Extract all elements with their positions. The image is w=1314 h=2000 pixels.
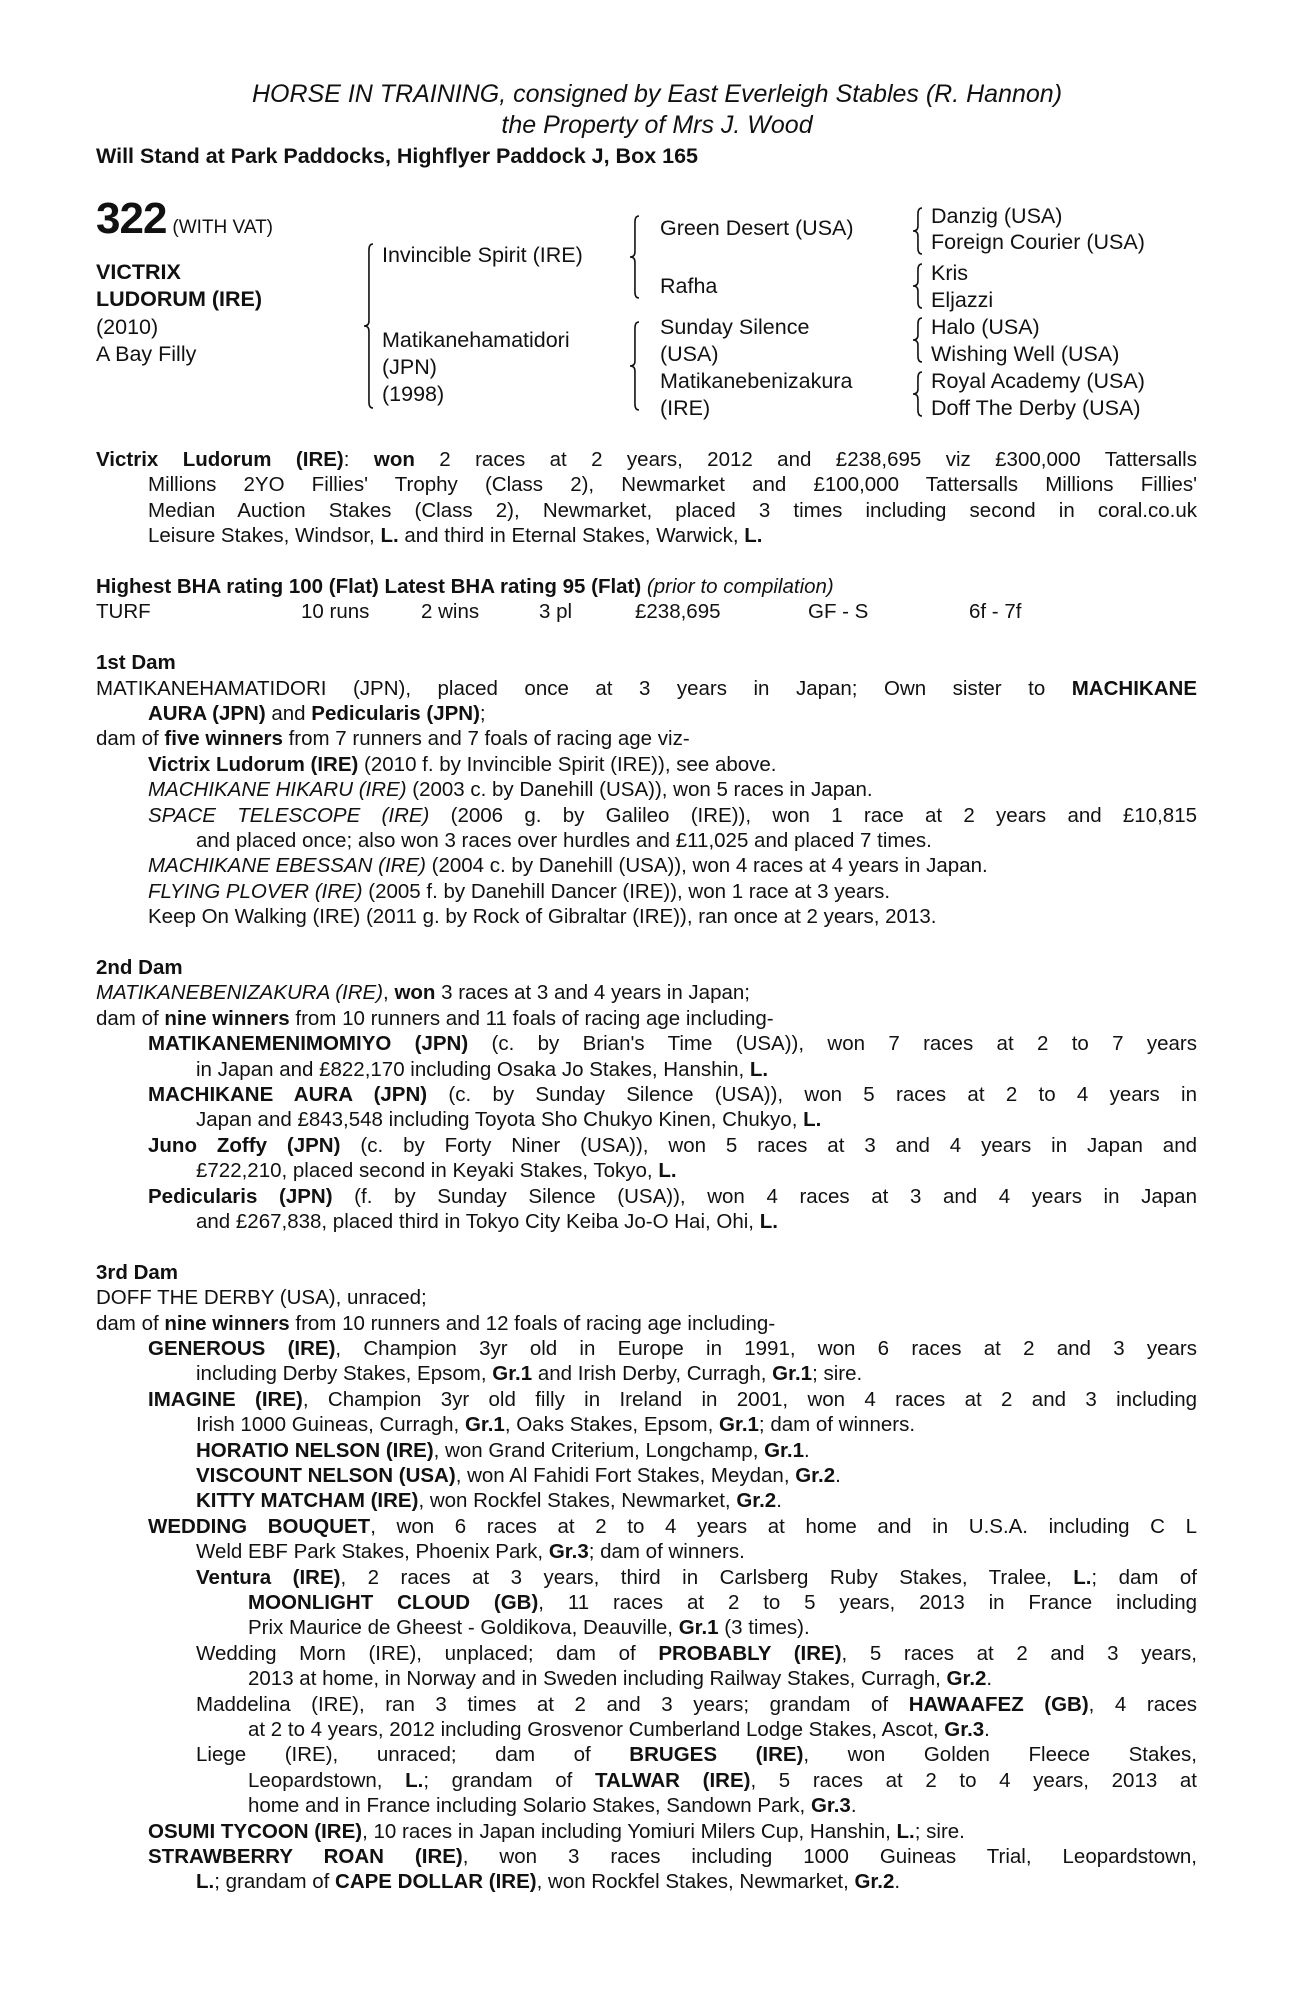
text-run: ; <box>479 702 486 725</box>
brace-sire-line <box>630 216 639 298</box>
text-run: , 10 races in Japan including Yomiuri Milers Cup, Hanshin, <box>362 1819 897 1843</box>
paragraph-line <box>196 1565 1197 1590</box>
text-run: ; sire. <box>812 1362 863 1386</box>
text-run: L. <box>196 1870 215 1894</box>
text-run: (c. by Forty Niner (USA)), won 5 races at 3 and 4 years in Japan and <box>340 1133 1197 1157</box>
dam-sire-line2: (USA) <box>660 342 719 366</box>
paragraph-line <box>196 1057 1197 1082</box>
paragraph-line <box>196 1209 1197 1234</box>
text-run: , 11 races at 2 to 5 years, 2013 in France including <box>538 1591 1197 1614</box>
text-run: including Derby Stakes, Epsom, <box>196 1362 493 1386</box>
paragraph-line <box>248 1615 1197 1640</box>
text-run: L. <box>759 1210 778 1233</box>
text-run: MACHIKANE EBESSAN (IRE) <box>148 854 426 878</box>
text-run: Gr.2 <box>736 1489 777 1513</box>
text-run: (2005 f. by Danehill Dancer (IRE)), won 1 race at 3 years. <box>362 879 891 903</box>
paragraph-line <box>96 726 1197 751</box>
sire: Invincible Spirit (IRE) <box>382 243 583 267</box>
text-run: MACHIKANE HIKARU (IRE) <box>148 778 407 802</box>
paragraph-line <box>96 1285 1197 1310</box>
text-run: ; dam of <box>1091 1565 1198 1589</box>
text-run: Victrix Ludorum (IRE) <box>96 448 344 471</box>
paragraph-line <box>96 447 1197 472</box>
paragraph-line <box>248 1590 1197 1615</box>
text-run: MATIKANEMENIMOMIYO (JPN) <box>148 1032 469 1056</box>
text-run: 3 races at 3 and 4 years in Japan; <box>435 981 750 1005</box>
turf-record-cell: 3 pl <box>539 600 573 624</box>
text-run: won <box>373 448 415 471</box>
text-run: Maddelina (IRE), ran 3 times at 2 and 3 years; grandam of <box>196 1692 909 1716</box>
text-run: HORATIO NELSON (IRE) <box>196 1438 434 1462</box>
text-run: , won 6 races at 2 to 4 years at home and in U.S.A. including C L <box>370 1514 1197 1538</box>
paragraph-line <box>196 1107 1197 1132</box>
text-run: Juno Zoffy (JPN) <box>148 1133 341 1157</box>
text-run: Millions 2YO Fillies' Trophy (Class 2), Newmarket and £100,000 Tattersalls Millions Fillies' <box>148 473 1197 497</box>
text-run: BRUGES (IRE) <box>629 1743 804 1767</box>
text-run: from 10 runners and 11 foals of racing age including- <box>289 1006 774 1030</box>
paragraph-line <box>96 676 1197 701</box>
text-run: Victrix Ludorum (IRE) <box>148 752 359 776</box>
text-run: ; sire. <box>914 1819 965 1843</box>
horse-description: A Bay Filly <box>96 342 197 366</box>
text-run: (c. by Brian's Time (USA)), won 7 races at 2 to 7 years <box>468 1032 1197 1056</box>
brace-ggp <box>913 318 922 362</box>
text-run: , 2 races at 3 years, third in Carlsberg Ruby Stakes, Tralee, <box>340 1565 1074 1589</box>
text-run: won <box>394 981 436 1005</box>
text-run: Pedicularis (JPN) <box>148 1184 333 1208</box>
text-run: Ventura (IRE) <box>196 1565 341 1589</box>
paragraph-line <box>148 904 1197 929</box>
text-run: , won Grand Criterium, Longchamp, <box>433 1438 765 1462</box>
text-run: CAPE DOLLAR (IRE) <box>335 1870 537 1894</box>
turf-record-cell: 6f - 7f <box>969 600 1022 624</box>
text-run: , won Rockfel Stakes, Newmarket, <box>418 1489 737 1513</box>
sire-sire: Green Desert (USA) <box>660 216 854 240</box>
text-run: . <box>850 1794 857 1818</box>
text-run: , Champion 3yr old filly in Ireland in 2001, won 4 races at 2 and 3 including <box>302 1387 1198 1411</box>
text-run: , Champion 3yr old in Europe in 1991, won 6 races at 2 and 3 years <box>335 1337 1197 1360</box>
text-run: dam of <box>96 1006 165 1030</box>
paragraph-line <box>248 1793 1197 1818</box>
paragraph-line <box>196 1488 1197 1513</box>
text-run: Gr.1 <box>764 1438 804 1462</box>
text-run: dam of <box>96 1311 165 1335</box>
dam-dam-line2: (IRE) <box>660 396 711 420</box>
text-run: ; grandam of <box>423 1768 595 1792</box>
foaling-year: (2010) <box>96 315 159 339</box>
dam-heading: 2nd Dam <box>96 956 183 979</box>
paragraph-line <box>196 1158 1197 1183</box>
text-run: Gr.2 <box>854 1870 895 1894</box>
text-run: and third in Eternal Stakes, Warwick, <box>398 524 745 548</box>
text-run: . <box>894 1870 901 1894</box>
text-run: Weld EBF Park Stakes, Phoenix Park, <box>196 1540 549 1564</box>
brace-ggp <box>913 372 922 416</box>
text-run: Japan and £843,548 including Toyota Sho Chukyo Kinen, Chukyo, <box>196 1108 804 1132</box>
text-run: MACHIKANE AURA (JPN) <box>148 1083 428 1106</box>
text-run: . <box>835 1464 841 1487</box>
text-run: (2006 g. by Galileo (IRE)), won 1 race at 2 years and £10,815 <box>429 803 1198 827</box>
paragraph-line <box>148 1133 1197 1158</box>
text-run: , Oaks Stakes, Epsom, <box>504 1413 720 1437</box>
vat-label: (WITH VAT) <box>172 217 274 238</box>
turf-record-cell: GF - S <box>808 600 869 624</box>
paragraph-line <box>148 1184 1197 1209</box>
turf-record-cell: TURF <box>96 600 151 624</box>
text-run: Median Auction Stakes (Class 2), Newmarket, placed 3 times including second in coral.co.uk <box>148 498 1197 522</box>
text-run: L. <box>658 1159 677 1183</box>
text-run: , 5 races at 2 and 3 years, <box>841 1641 1197 1665</box>
paragraph-line <box>96 1311 1197 1336</box>
paragraph-line <box>148 1844 1197 1869</box>
text-run: MATIKANEBENIZAKURA (IRE) <box>96 981 384 1005</box>
text-run: Gr.3 <box>944 1718 985 1741</box>
text-run: . <box>803 1438 810 1462</box>
text-run: . <box>986 1667 993 1691</box>
turf-record-cell: 2 wins <box>421 600 480 624</box>
turf-record-cell: 10 runs <box>301 600 370 624</box>
text-run: and Irish Derby, Curragh, <box>532 1362 773 1386</box>
text-run: Gr.1 <box>492 1362 533 1386</box>
text-run: (f. by Sunday Silence (USA)), won 4 races at 3 and 4 years in Japan <box>332 1184 1197 1208</box>
text-run: Gr.1 <box>719 1413 759 1437</box>
text-run: Gr.1 <box>464 1413 505 1437</box>
paragraph-line <box>248 1717 1197 1742</box>
text-run: from 10 runners and 12 foals of racing age including- <box>289 1311 776 1335</box>
text-run: , won Al Fahidi Fort Stakes, Meydan, <box>455 1464 796 1487</box>
brace-ggp <box>913 264 922 308</box>
text-run: L. <box>803 1108 822 1132</box>
dam-line2: (JPN) <box>382 355 437 379</box>
turf-record-cell: £238,695 <box>635 600 721 624</box>
dam-line1: Matikanehamatidori <box>382 328 570 352</box>
text-run: Gr.1 <box>678 1616 719 1640</box>
text-run: nine winners <box>164 1311 290 1335</box>
paragraph-line <box>148 1336 1197 1361</box>
text-run: ; grandam of <box>214 1870 336 1894</box>
dam-heading: 3rd Dam <box>96 1260 179 1284</box>
text-run: home and in France including Solario Stakes, Sandown Park, <box>248 1794 811 1818</box>
brace-sire-dam <box>364 244 373 408</box>
stand-location: Will Stand at Park Paddocks, Highflyer Paddock J, Box 165 <box>96 144 698 168</box>
paragraph-line <box>148 701 1197 726</box>
paragraph-line <box>148 1819 1197 1844</box>
great-grandparent: Danzig (USA) <box>931 204 1063 228</box>
sire-dam: Rafha <box>660 274 718 298</box>
text-run: FLYING PLOVER (IRE) <box>148 879 363 903</box>
lot-number: 322 <box>96 194 167 243</box>
text-run: AURA (JPN) <box>148 702 266 725</box>
text-run: (2004 c. by Danehill (USA)), won 4 races at 4 years in Japan. <box>425 854 988 878</box>
paragraph-line <box>148 1031 1197 1056</box>
text-run: Pedicularis (JPN) <box>311 702 480 725</box>
text-run: Gr.2 <box>946 1667 987 1691</box>
paragraph-line <box>196 1412 1197 1437</box>
text-run: IMAGINE (IRE) <box>148 1387 303 1411</box>
paragraph-line <box>96 1006 1197 1031</box>
paragraph-line <box>248 1666 1197 1691</box>
paragraph-line <box>196 1641 1197 1666</box>
text-run: and <box>265 702 312 725</box>
text-run: L. <box>744 524 763 548</box>
text-run: TALWAR (IRE) <box>594 1768 751 1792</box>
text-run: Leisure Stakes, Windsor, <box>148 524 381 548</box>
text-run: Gr.3 <box>548 1540 589 1564</box>
text-run: Keep On Walking (IRE) (2011 g. by Rock of Gibraltar (IRE)), ran once at 2 years, 2013. <box>148 905 937 929</box>
text-run: . <box>984 1718 990 1741</box>
paragraph-line <box>148 803 1197 828</box>
great-grandparent: Wishing Well (USA) <box>931 342 1120 366</box>
paragraph-line <box>196 1742 1197 1767</box>
dam-dam-line1: Matikanebenizakura <box>660 369 853 393</box>
text-run: (3 times). <box>718 1616 810 1640</box>
text-run: MACHIKANE <box>1071 676 1197 700</box>
text-run: dam of <box>96 727 165 751</box>
text-run: Gr.3 <box>810 1794 851 1818</box>
text-run: GENEROUS (IRE) <box>148 1337 336 1360</box>
great-grandparent: Doff The Derby (USA) <box>931 396 1141 420</box>
text-run: (2010 f. by Invincible Spirit (IRE)), see above. <box>358 752 777 776</box>
text-run: and placed once; also won 3 races over hurdles and £11,025 and placed 7 times. <box>196 829 932 852</box>
text-run: (2003 c. by Danehill (USA)), won 5 races in Japan. <box>406 778 873 802</box>
text-run: PROBABLY (IRE) <box>658 1641 842 1665</box>
text-run: L. <box>380 524 399 548</box>
text-run: VISCOUNT NELSON (USA) <box>196 1464 456 1487</box>
paragraph-line <box>196 1438 1197 1463</box>
text-run: , 5 races at 2 to 4 years, 2013 at <box>750 1768 1197 1792</box>
paragraph-line <box>196 1463 1197 1488</box>
paragraph-line <box>148 879 1197 904</box>
paragraph-line <box>196 828 1197 853</box>
dam-heading: 1st Dam <box>96 651 176 675</box>
paragraph-line <box>148 777 1197 802</box>
paragraph-line <box>196 1361 1197 1386</box>
text-run: Irish 1000 Guineas, Curragh, <box>196 1413 465 1437</box>
text-run: , won 3 races including 1000 Guineas Trial, Leopardstown, <box>462 1845 1197 1868</box>
text-run: L. <box>749 1057 769 1081</box>
text-run: L. <box>405 1768 424 1792</box>
text-run: Prix Maurice de Gheest - Goldikova, Deauville, <box>248 1616 679 1640</box>
paragraph-line <box>96 980 1197 1005</box>
great-grandparent: Foreign Courier (USA) <box>931 230 1145 254</box>
catalogue-title: HORSE IN TRAINING, consigned by East Everleigh Stables (R. Hannon) <box>251 80 1063 108</box>
dam-sire-line1: Sunday Silence <box>660 315 810 339</box>
text-run: , won Rockfel Stakes, Newmarket, <box>536 1870 855 1894</box>
text-run: STRAWBERRY ROAN (IRE) <box>148 1845 463 1868</box>
great-grandparent: Royal Academy (USA) <box>931 369 1145 393</box>
text-run: Leopardstown, <box>248 1768 406 1792</box>
text-run: ; dam of winners. <box>588 1540 745 1564</box>
text-run: Gr.2 <box>795 1464 836 1487</box>
text-run: : <box>343 448 374 471</box>
text-run: 2 races at 2 years, 2012 and £238,695 viz £300,000 Tattersalls <box>414 448 1197 471</box>
text-run: in Japan and £822,170 including Osaka Jo Stakes, Hanshin, <box>196 1057 750 1081</box>
paragraph-line <box>148 752 1197 777</box>
brace-dam-line <box>630 322 639 410</box>
paragraph-line <box>148 853 1197 878</box>
text-run: HAWAAFEZ (GB) <box>908 1692 1089 1716</box>
text-run: WEDDING BOUQUET <box>148 1514 371 1538</box>
text-run: . <box>776 1489 782 1513</box>
horse-name-line1: VICTRIX <box>96 260 181 284</box>
text-run: SPACE TELESCOPE (IRE) <box>148 803 430 827</box>
paragraph-line <box>148 1387 1197 1412</box>
text-run: , <box>383 981 395 1005</box>
paragraph-line <box>248 1768 1197 1793</box>
text-run: L. <box>1073 1565 1092 1589</box>
owner-line: the Property of Mrs J. Wood <box>501 111 813 139</box>
bha-rating <box>96 574 1197 599</box>
text-run: Liege (IRE), unraced; dam of <box>196 1743 630 1767</box>
text-run: (prior to compilation) <box>641 575 834 598</box>
text-run: KITTY MATCHAM (IRE) <box>196 1489 419 1513</box>
text-run: Highest BHA rating 100 (Flat) Latest BHA rating 95 (Flat) <box>96 575 642 598</box>
text-run: from 7 runners and 7 foals of racing age viz- <box>282 727 690 751</box>
lot-number-row <box>96 194 274 243</box>
text-run: nine winners <box>164 1006 290 1030</box>
paragraph-line <box>148 523 1197 548</box>
text-run: Wedding Morn (IRE), unplaced; dam of <box>196 1641 659 1665</box>
text-run: MOONLIGHT CLOUD (GB) <box>248 1591 539 1614</box>
great-grandparent: Kris <box>931 261 969 285</box>
brace-ggp <box>913 208 922 254</box>
paragraph-line <box>196 1539 1197 1564</box>
paragraph-line <box>148 1082 1197 1107</box>
horse-name-line2: LUDORUM (IRE) <box>96 287 263 311</box>
great-grandparent: Eljazzi <box>931 288 994 312</box>
text-run: Gr.1 <box>772 1362 813 1386</box>
text-run: five winners <box>164 727 283 751</box>
text-run: DOFF THE DERBY (USA), unraced; <box>96 1286 427 1310</box>
text-run: (c. by Sunday Silence (USA)), won 5 races at 2 to 4 years in <box>427 1083 1197 1106</box>
text-run: , 4 races <box>1088 1692 1198 1716</box>
text-run: and £267,838, placed third in Tokyo City Keiba Jo-O Hai, Ohi, <box>196 1210 760 1233</box>
paragraph-line <box>148 472 1197 497</box>
paragraph-line <box>148 1514 1197 1539</box>
paragraph-line <box>196 1869 1197 1894</box>
text-run: MATIKANEHAMATIDORI (JPN), placed once at 3 years in Japan; Own sister to <box>96 676 1072 700</box>
dam-line3: (1998) <box>382 382 445 406</box>
great-grandparent: Halo (USA) <box>931 315 1040 339</box>
text-run: L. <box>896 1819 915 1843</box>
text-run: £722,210, placed second in Keyaki Stakes, Tokyo, <box>196 1159 659 1183</box>
paragraph-line <box>148 498 1197 523</box>
text-run: OSUMI TYCOON (IRE) <box>148 1819 363 1843</box>
paragraph-line <box>196 1692 1197 1717</box>
text-run: ; dam of winners. <box>758 1413 916 1437</box>
text-run: 2013 at home, in Norway and in Sweden including Railway Stakes, Curragh, <box>248 1667 947 1691</box>
text-run: , won Golden Fleece Stakes, <box>803 1743 1197 1767</box>
text-run: at 2 to 4 years, 2012 including Grosvenor Cumberland Lodge Stakes, Ascot, <box>248 1718 945 1741</box>
